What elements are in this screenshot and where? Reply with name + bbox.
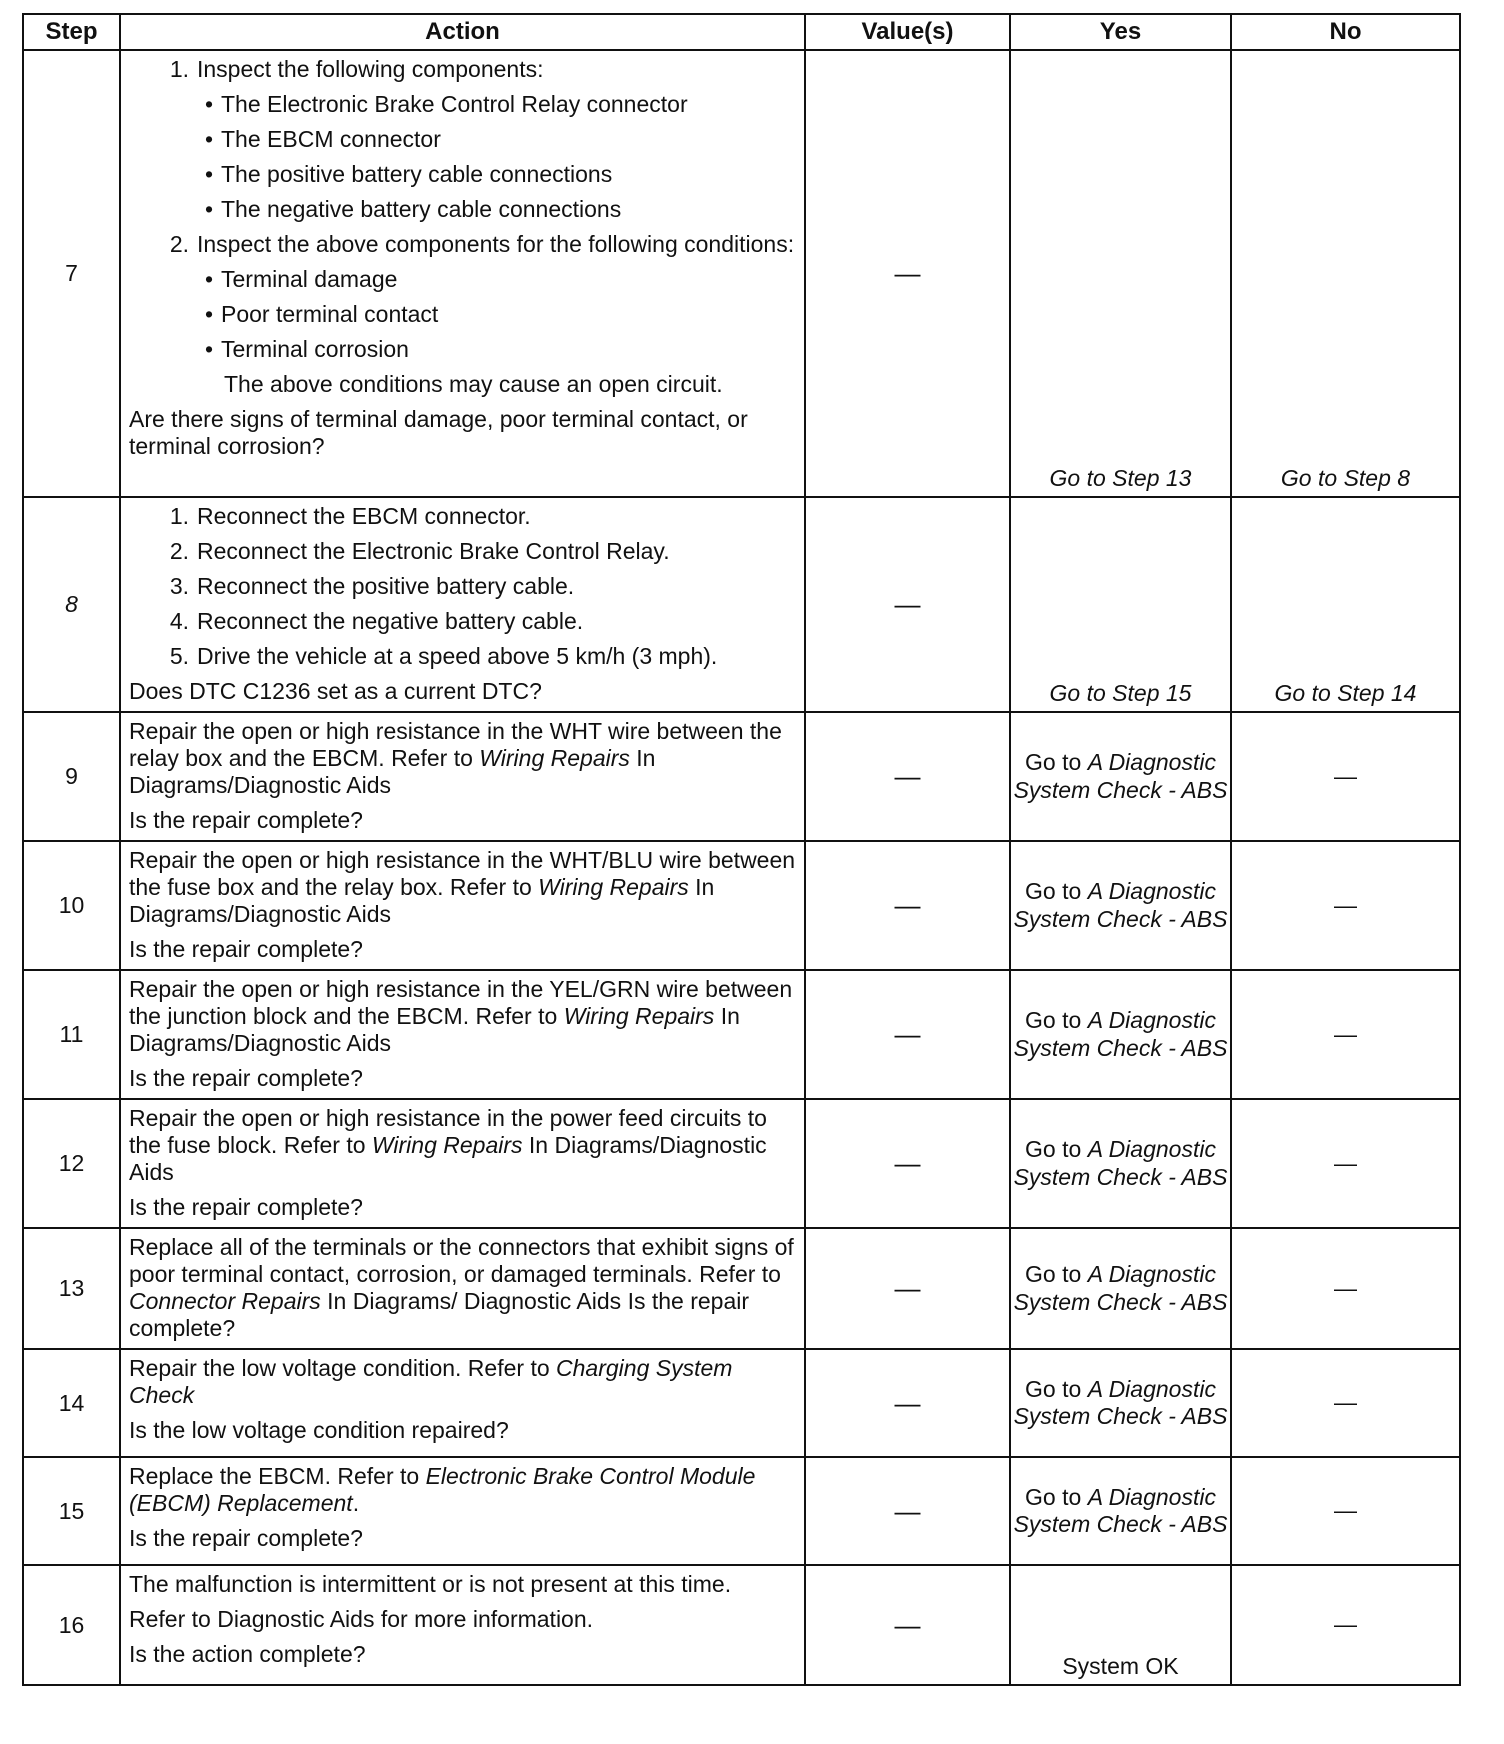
yes-link[interactable] (1014, 1007, 1228, 1061)
value-cell: — (805, 50, 1010, 497)
value-cell: — (805, 1349, 1010, 1457)
goto-target: A Diagnostic System Check - ABS (1013, 878, 1228, 932)
list-item: Reconnect the positive battery cable. (197, 573, 575, 599)
goto-target: A Diagnostic System Check - ABS (1013, 1261, 1228, 1315)
bullet-item: Terminal damage (221, 266, 398, 292)
yes-cell (1010, 1099, 1231, 1228)
bullet-item: The negative battery cable connections (221, 196, 622, 222)
reference-link[interactable]: Wiring Repairs (538, 874, 689, 900)
list-number: 1. (169, 503, 189, 529)
yes-link[interactable] (1014, 878, 1228, 932)
goto-prefix: Go to (1025, 1375, 1082, 1402)
reference-link[interactable]: Electronic Brake Control Module (EBCM) Replacement (129, 1463, 756, 1516)
action-text: Replace all of the terminals or the connectors that exhibit signs of poor terminal contact, corrosion, or damaged terminals. Refer to (129, 1234, 794, 1287)
header-step: Step (23, 14, 120, 50)
yes-cell (1010, 1457, 1231, 1565)
goto-target: A Diagnostic System Check - ABS (1013, 1375, 1228, 1429)
reference-suffix: In Diagrams/Diagnostic Aids (129, 745, 656, 798)
table-row (23, 841, 1460, 970)
action-text: Repair the open or high resistance in the WHT wire between the relay box and the EBCM. Refer to (129, 718, 782, 771)
action-text: Refer to Diagnostic Aids for more information. (129, 1606, 594, 1632)
bullet-item: Poor terminal contact (221, 301, 439, 327)
value-cell: — (805, 1565, 1010, 1685)
no-cell: — (1231, 1457, 1460, 1565)
numbered-list: 1. Inspect the following components: • The Electronic Brake Control Relay connector • The EBCM connector • The positive battery cable connections • The negative battery cable connections 2. Inspect the above components for the following conditions: • Terminal damage • Poor terminal contact • Terminal corrosion The above conditions may cause an open circuit. (129, 56, 796, 398)
table-row (23, 1228, 1460, 1349)
no-cell: — (1231, 1228, 1460, 1349)
list-item: Reconnect the Electronic Brake Control Relay. (197, 538, 670, 564)
list-item: Inspect the above components for the following conditions: (197, 231, 795, 257)
reference-link[interactable]: Wiring Repairs (563, 1003, 715, 1029)
question-text: Is the repair complete? (129, 936, 363, 962)
yes-link[interactable] (1014, 1376, 1228, 1430)
table-row (23, 1349, 1460, 1457)
no-cell: — (1231, 1349, 1460, 1457)
value-cell: — (805, 712, 1010, 841)
goto-prefix: Go to (1025, 1261, 1082, 1287)
goto-target: A Diagnostic System Check - ABS (1013, 1007, 1228, 1061)
header-values: Value(s) (805, 14, 1010, 50)
reference-suffix: In Diagrams/Diagnostic Aids (129, 874, 715, 927)
header-no: No (1231, 14, 1460, 50)
action-cell (120, 712, 805, 841)
reference-link[interactable]: Charging System Check (129, 1355, 733, 1408)
question-text: Is the repair complete? (129, 1194, 363, 1220)
question-text: Are there signs of terminal damage, poor terminal contact, or terminal corrosion? (129, 406, 748, 459)
no-cell: — (1231, 841, 1460, 970)
reference-suffix: . (352, 1490, 360, 1516)
action-cell (120, 841, 805, 970)
yes-link[interactable]: Go to Step 15 (1049, 679, 1192, 706)
goto-prefix: Go to (1025, 1007, 1082, 1033)
reference-suffix: In Diagrams/ Diagnostic Aids (327, 1288, 622, 1314)
action-cell (120, 1565, 805, 1685)
yes-link[interactable] (1014, 1484, 1228, 1538)
goto-prefix: Go to (1025, 749, 1082, 775)
table-row (23, 50, 1460, 497)
question-text: Is the repair complete? (129, 1065, 363, 1091)
list-item: Drive the vehicle at a speed above 5 km/h (3 mph). (197, 643, 718, 669)
table-row (23, 970, 1460, 1099)
table-row (23, 1565, 1460, 1685)
action-cell (120, 497, 805, 712)
goto-target: A Diagnostic System Check - ABS (1013, 749, 1228, 803)
value-cell: — (805, 1228, 1010, 1349)
table-row (23, 497, 1460, 712)
action-cell (120, 1099, 805, 1228)
goto-prefix: Go to (1025, 878, 1082, 904)
reference-suffix: In Diagrams/Diagnostic Aids (129, 1132, 767, 1185)
yes-cell (1010, 970, 1231, 1099)
reference-link[interactable]: Connector Repairs (129, 1288, 321, 1314)
yes-link[interactable] (1014, 749, 1228, 803)
question-text: Is the action complete? (129, 1641, 366, 1667)
bullet-item: The EBCM connector (221, 126, 441, 152)
goto-prefix: Go to (1025, 1483, 1082, 1510)
action-cell (120, 1457, 805, 1565)
no-cell: — (1231, 1565, 1460, 1685)
question-text: Is the repair complete? (129, 1288, 750, 1341)
question-text: Does DTC C1236 set as a current DTC? (129, 678, 542, 704)
yes-cell (1010, 1228, 1231, 1349)
list-item: Inspect the following components: (197, 56, 544, 82)
step-number: 8 (23, 497, 120, 712)
header-action: Action (120, 14, 805, 50)
table-row (23, 1099, 1460, 1228)
list-number: 2. (169, 231, 189, 257)
reference-link[interactable]: Wiring Repairs (479, 745, 630, 771)
action-text: Repair the low voltage condition. Refer to (129, 1355, 550, 1381)
action-cell (120, 970, 805, 1099)
question-text: Is the repair complete? (129, 807, 363, 833)
step-number: 14 (23, 1349, 120, 1457)
list-number: 4. (169, 608, 189, 634)
action-text: Repair the open or high resistance in the power feed circuits to the fuse block. Refer to (129, 1105, 767, 1158)
value-cell: — (805, 970, 1010, 1099)
list-item: Reconnect the negative battery cable. (197, 608, 584, 634)
table-row (23, 712, 1460, 841)
step-number: 16 (23, 1565, 120, 1685)
yes-link[interactable]: Go to Step 13 (1049, 464, 1192, 491)
reference-suffix: In Diagrams/Diagnostic Aids (129, 1003, 740, 1056)
list-number: 3. (169, 573, 189, 599)
list-number: 2. (169, 538, 189, 564)
no-cell: — (1231, 712, 1460, 841)
yes-cell (1010, 50, 1231, 497)
numbered-list (129, 503, 796, 670)
table-row (23, 1457, 1460, 1565)
action-text: The malfunction is intermittent or is not present at this time. (129, 1571, 732, 1597)
step-number: 13 (23, 1228, 120, 1349)
yes-cell (1010, 1565, 1231, 1685)
action-text: Repair the open or high resistance in the YEL/GRN wire between the junction block and the EBCM. Refer to (129, 976, 793, 1029)
list-number: 1. (169, 56, 189, 82)
yes-link[interactable] (1014, 1136, 1228, 1190)
action-cell (120, 1228, 805, 1349)
list-number: 5. (169, 643, 189, 669)
no-cell: — (1231, 970, 1460, 1099)
yes-link[interactable]: System OK (1062, 1652, 1179, 1679)
no-cell (1231, 50, 1460, 497)
no-link[interactable]: Go to Step 14 (1274, 679, 1417, 706)
no-link[interactable]: Go to Step 8 (1280, 464, 1411, 491)
action-cell (120, 1349, 805, 1457)
step-number: 11 (23, 970, 120, 1099)
yes-cell (1010, 1349, 1231, 1457)
value-cell: — (805, 1099, 1010, 1228)
list-item: Reconnect the EBCM connector. (197, 503, 531, 529)
diagnostic-table (22, 13, 1461, 1686)
action-text: Repair the open or high resistance in the WHT/BLU wire between the fuse box and the relay box. Refer to (129, 847, 796, 900)
action-cell (120, 50, 805, 497)
step-number: 10 (23, 841, 120, 970)
reference-link[interactable]: Wiring Repairs (371, 1132, 523, 1158)
step-number: 15 (23, 1457, 120, 1565)
goto-prefix: Go to (1025, 1136, 1082, 1162)
yes-cell (1010, 841, 1231, 970)
goto-target: A Diagnostic System Check - ABS (1013, 1136, 1228, 1190)
action-text: Replace the EBCM. Refer to (129, 1463, 420, 1489)
value-cell: — (805, 1457, 1010, 1565)
header-row (23, 14, 1460, 50)
goto-target: A Diagnostic System Check - ABS (1013, 1483, 1228, 1537)
step-number: 12 (23, 1099, 120, 1228)
bullet-item: The Electronic Brake Control Relay connector (221, 91, 688, 117)
step-number: 7 (23, 50, 120, 497)
question-text: Is the repair complete? (129, 1525, 363, 1551)
question-text: Is the low voltage condition repaired? (129, 1417, 509, 1443)
step-number: 9 (23, 712, 120, 841)
yes-link[interactable] (1014, 1261, 1228, 1315)
note-text: The above conditions may cause an open circuit. (224, 371, 723, 397)
yes-cell (1010, 712, 1231, 841)
bullet-item: The positive battery cable connections (221, 161, 613, 187)
bullet-item: Terminal corrosion (221, 336, 409, 362)
header-yes: Yes (1010, 14, 1231, 50)
yes-cell (1010, 497, 1231, 712)
value-cell: — (805, 497, 1010, 712)
no-cell: — (1231, 1099, 1460, 1228)
value-cell: — (805, 841, 1010, 970)
no-cell (1231, 497, 1460, 712)
